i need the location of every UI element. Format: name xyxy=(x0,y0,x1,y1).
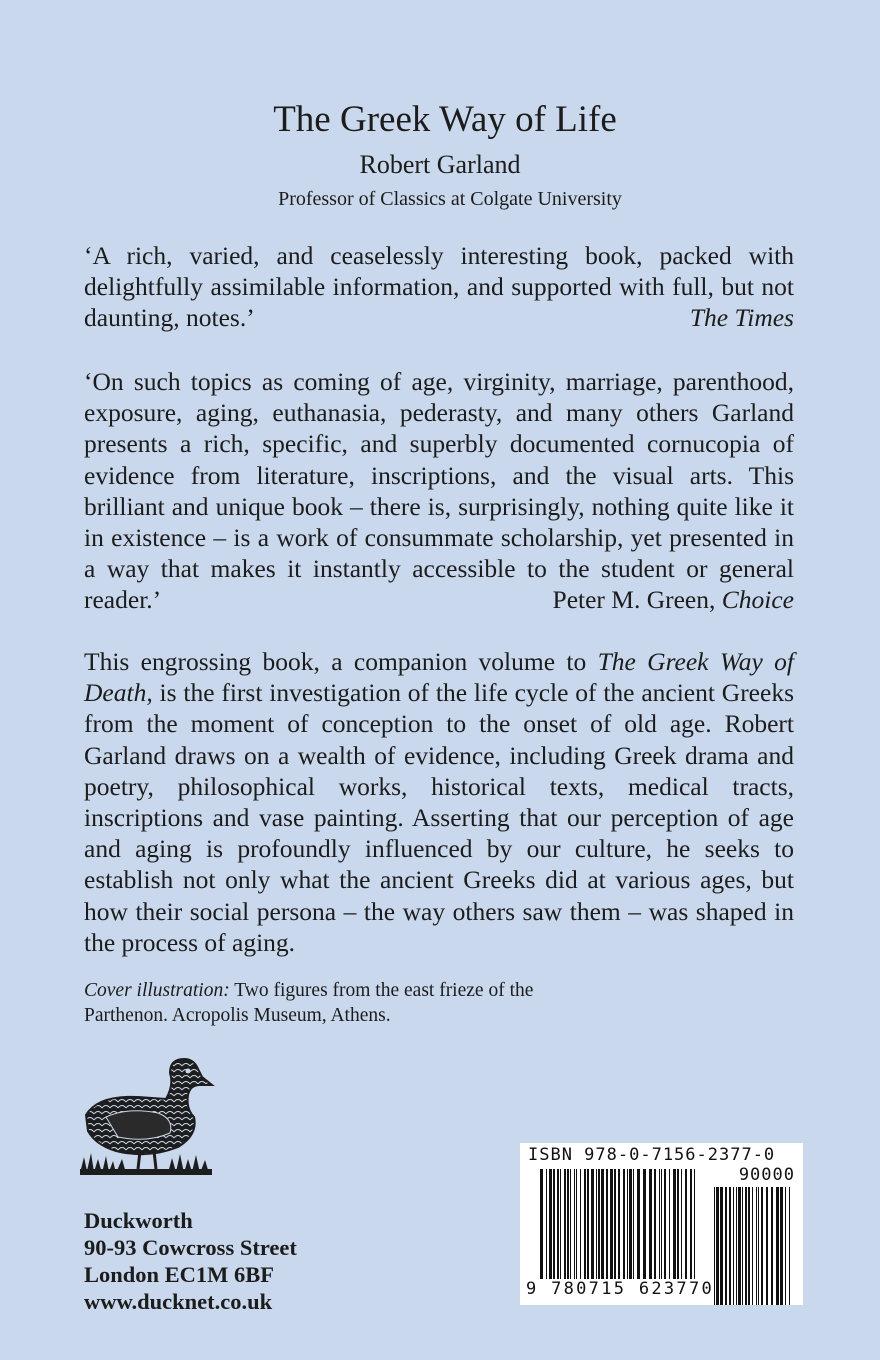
barcode-bar xyxy=(716,1187,719,1305)
barcode-bar xyxy=(596,1169,597,1279)
price-code: 90000 xyxy=(738,1165,795,1185)
companion-title: The Greek Way of Death, xyxy=(84,647,794,708)
barcode-bar xyxy=(614,1169,616,1279)
barcode-bar xyxy=(601,1169,604,1279)
book-description xyxy=(84,646,794,958)
description-body: is the first investigation of the life cycle of the ancient Greeks from the moment of conception to the onset of old age. Robert Garland draws on a wealth of evidence, including Greek drama and poetry, philosophical works, historical texts, medical tracts, inscriptions and vase painting. Asserting that our perception of age and aging is profoundly influenced by our culture, he seeks to establish not only what the ancient Greeks did at various ages, but how their social persona – the way others saw them – was shaped in the process of aging. xyxy=(84,678,794,957)
publisher-website: www.ducknet.co.uk xyxy=(84,1289,273,1314)
cover-credit xyxy=(84,978,554,1028)
barcode-bar xyxy=(560,1169,561,1279)
barcode-bar xyxy=(752,1187,753,1305)
review-publication: Choice xyxy=(721,585,794,615)
barcode-bar xyxy=(576,1169,577,1279)
barcode-bar xyxy=(627,1169,628,1279)
barcode-bar xyxy=(564,1169,566,1279)
barcode-bar xyxy=(690,1169,692,1279)
barcode-bar xyxy=(789,1187,790,1305)
review-source xyxy=(84,584,794,615)
barcode-bar xyxy=(756,1187,757,1305)
reviewer-name: Peter M. Green, xyxy=(552,585,716,615)
barcode-bar xyxy=(766,1187,768,1305)
barcode-panel xyxy=(520,1143,803,1305)
barcode-bar xyxy=(643,1169,646,1279)
publisher-city: London EC1M 6BF xyxy=(84,1262,275,1287)
barcode-bar xyxy=(618,1169,620,1279)
barcode-bar xyxy=(720,1187,723,1305)
barcode-bar xyxy=(661,1169,662,1279)
book-title: The Greek Way of Life xyxy=(273,99,617,140)
barcode-bar xyxy=(664,1169,666,1279)
barcode-bar xyxy=(685,1169,687,1279)
barcode-bar xyxy=(580,1169,581,1279)
barcode-bar xyxy=(574,1169,575,1279)
barcode-bar xyxy=(584,1169,586,1279)
barcode-bar xyxy=(714,1187,715,1305)
barcode-bar xyxy=(606,1169,608,1279)
duck-logo-icon xyxy=(78,1055,218,1177)
cover-credit-label: Cover illustration: xyxy=(84,980,230,1001)
barcode-bar xyxy=(591,1169,594,1279)
review-text: ‘On such topics as coming of age, virginity, marriage, parenthood, exposure, aging, euthanasia, pederasty, and many others Garland presents a rich, specific, and superbly documented cornucopia of evidence from literature, inscriptions, and the visual arts. This brilliant and unique book – there is, surprisingly, nothing quite like it in existence – is a work of consummate scholarship, yet presented in a way that makes it instantly accessible to the student or general reader.’ xyxy=(84,367,794,615)
barcode-bar xyxy=(546,1169,547,1279)
barcode-bar xyxy=(633,1169,634,1279)
barcode-bar xyxy=(729,1187,731,1305)
barcode-bar xyxy=(771,1187,773,1305)
barcode-bar xyxy=(738,1187,741,1305)
barcode-bar xyxy=(557,1169,559,1279)
title-block xyxy=(0,98,880,212)
barcode-bar xyxy=(587,1169,589,1279)
barcode-bar xyxy=(677,1169,679,1279)
author-affiliation: Professor of Classics at Colgate University xyxy=(278,188,622,210)
ean-digits: 9 780715 623770 xyxy=(526,1279,715,1299)
barcode-bar xyxy=(758,1187,759,1305)
barcode-bar xyxy=(694,1169,695,1279)
barcode-bar xyxy=(623,1169,625,1279)
barcode-bar xyxy=(780,1187,783,1305)
barcode-bar xyxy=(540,1169,543,1279)
barcode-bar xyxy=(610,1169,613,1279)
barcode-bar xyxy=(748,1187,750,1305)
barcode-bar xyxy=(553,1169,555,1279)
barcode-bar xyxy=(637,1169,640,1279)
review-text: ‘A rich, varied, and ceaselessly interesting book, packed with delightfully assimilable information, and supported with full, but not daunting, notes.’ xyxy=(84,241,794,333)
publisher-street: 90-93 Cowcross Street xyxy=(84,1235,297,1260)
review-quote-2 xyxy=(84,366,794,616)
barcode-bar xyxy=(736,1187,737,1305)
barcode-bar xyxy=(761,1187,763,1305)
barcode-bar xyxy=(659,1169,660,1279)
review-publication: The Times xyxy=(689,303,794,333)
barcode-bar xyxy=(776,1187,779,1305)
barcode-bar xyxy=(733,1187,734,1305)
barcode-bar xyxy=(725,1187,727,1305)
barcode-bar xyxy=(629,1169,632,1279)
barcode-bar xyxy=(745,1187,747,1305)
cover-credit-text: Two figures from the east frieze of the Parthenon. Acropolis Museum, Athens. xyxy=(84,980,534,1026)
barcode-bar xyxy=(669,1169,670,1279)
barcode-bar xyxy=(785,1187,786,1305)
barcode-bar xyxy=(649,1169,652,1279)
isbn-label: ISBN 978-0-7156-2377-0 xyxy=(528,1145,776,1165)
publisher-address xyxy=(84,1207,297,1315)
barcode-bar xyxy=(570,1169,571,1279)
book-author: Robert Garland xyxy=(359,150,521,179)
publisher-name: Duckworth xyxy=(84,1208,193,1233)
barcode-bar xyxy=(654,1169,656,1279)
barcode-bar xyxy=(567,1169,569,1279)
barcode-bar xyxy=(549,1169,552,1279)
barcode-bar xyxy=(598,1169,600,1279)
barcode-bar xyxy=(681,1169,682,1279)
description-lead: This engrossing book, a companion volume to xyxy=(84,647,587,676)
barcode-bar xyxy=(673,1169,676,1279)
review-quote-1 xyxy=(84,240,794,334)
barcode-bar xyxy=(742,1187,743,1305)
